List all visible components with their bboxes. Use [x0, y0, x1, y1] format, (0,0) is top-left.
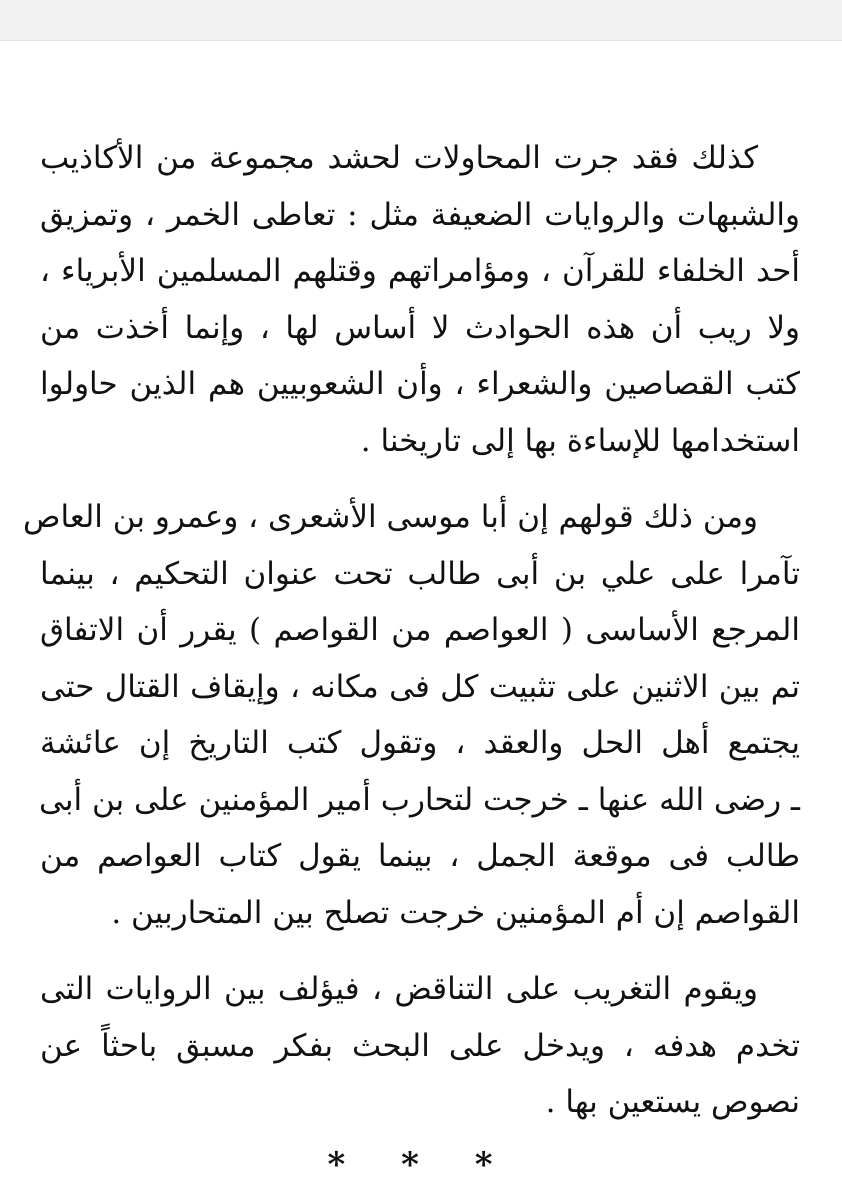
- text-line: تآمرا على علي بن أبى طالب تحت عنوان التحكيم ، بينما: [40, 555, 800, 592]
- text-line: كتب القصاصين والشعراء ، وأن الشعوبيين هم الذين حاولوا: [40, 366, 800, 402]
- text-line: تخدم هدفه ، ويدخل على البحث بفكر مسبق باحثاً عن: [40, 1027, 800, 1064]
- text-line: المرجع الأساسى ( العواصم من القواصم ) يقرر أن الاتفاق: [40, 612, 800, 648]
- paragraph-3: [40, 961, 800, 1131]
- section-separator: * * *: [327, 1145, 515, 1185]
- text-line: أحد الخلفاء للقرآن ، ومؤامراتهم وقتلهم المسلمين الأبرياء ،: [40, 253, 800, 289]
- text-line: ومن ذلك قولهم إن أبا موسى الأشعرى ، وعمرو بن العاص: [22, 499, 758, 535]
- text-line: ـ رضى الله عنها ـ خرجت لتحارب أمير المؤمنين على بن أبى: [39, 781, 800, 818]
- text-line: تم بين الاثنين على تثبيت كل فى مكانه ، وإيقاف القتال حتى: [40, 668, 800, 705]
- text-line: نصوص يستعين بها .: [545, 1084, 800, 1120]
- paragraph-2: [22, 489, 800, 941]
- text-line: يجتمع أهل الحل والعقد ، وتقول كتب التاريخ إن عائشة: [40, 725, 800, 761]
- text-line: القواصم إن أم المؤمنين خرجت تصلح بين المتحاربين .: [111, 894, 800, 931]
- text-line: والشبهات والروايات الضعيفة مثل : تعاطى الخمر ، وتمزيق: [40, 196, 800, 233]
- text-line: طالب فى موقعة الجمل ، بينما يقول كتاب العواصم من: [40, 838, 800, 874]
- top-toolbar-strip: [0, 0, 842, 41]
- text-line: ويقوم التغريب على التناقض ، فيؤلف بين الروايات التى: [40, 971, 758, 1007]
- text-line: استخدامها للإساءة بها إلى تاريخنا .: [360, 422, 800, 459]
- text-line: ولا ريب أن هذه الحوادث لا أساس لها ، وإنما أخذت من: [40, 309, 800, 346]
- document-page: [22, 130, 800, 1131]
- paragraph-1: [40, 130, 800, 469]
- text-line: كذلك فقد جرت المحاولات لحشد مجموعة من الأكاذيب: [40, 140, 758, 176]
